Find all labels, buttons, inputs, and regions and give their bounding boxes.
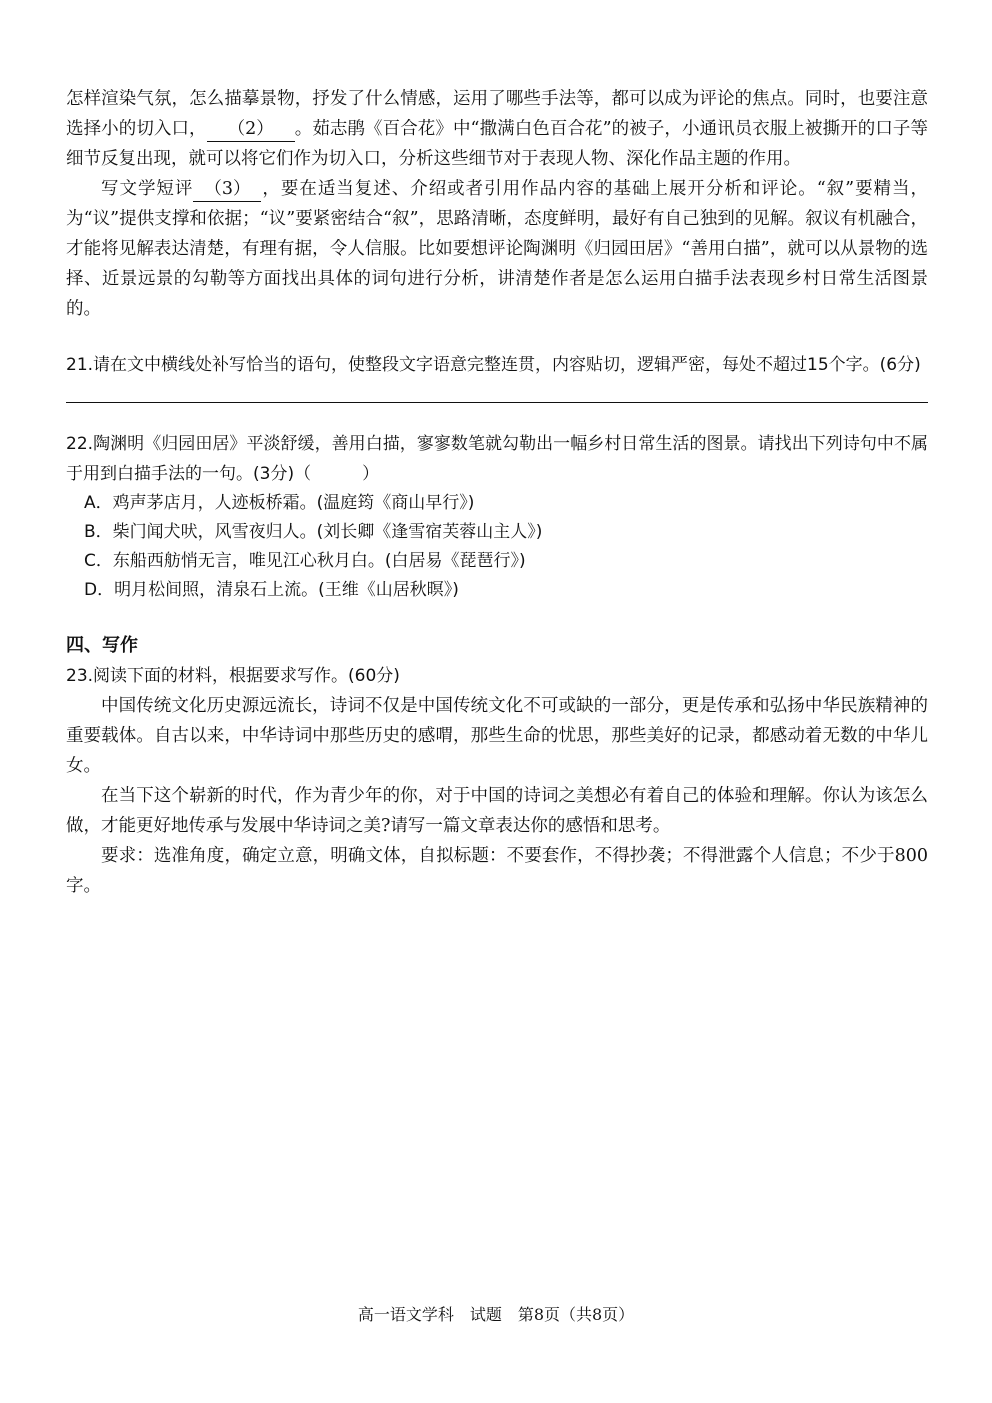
option-b: B．柴门闻犬吠，风雪夜归人。(刘长卿《逢雪宿芙蓉山主人》) xyxy=(84,522,543,542)
passage-text: 。茹志鹃《百合花》中“撒满白色百合花”的被子，小通讯员衣服上被撕开的口子等细节反复出现，就可以将它们作为切入口，分析这些细节对于表现人物、深化作品主题的作用。 xyxy=(66,119,929,169)
passage-paragraph-1 xyxy=(66,84,928,174)
passage-text: 怎样渲染气氛，怎么描摹景物，抒发了什么情感，运用了哪些手法等，都可以成为评论的焦点。同时，也要注意选择小的切入口， xyxy=(66,89,928,139)
option-a: A．鸡声茅店月，人迹板桥霜。(温庭筠《商山早行》) xyxy=(84,493,475,513)
option-d: D．明月松间照，清泉石上流。(王维《山居秋暝》) xyxy=(84,580,459,600)
material-paragraph-1: 中国传统文化历史源远流长，诗词不仅是中国传统文化不可或缺的一部分，更是传承和弘扬中华民族精神的重要载体。自古以来，中华诗词中那些历史的感喟，那些生命的忧思，那些美好的记录，都感动着无数的中华儿女。 xyxy=(66,696,928,776)
exam-page xyxy=(66,84,928,901)
passage-paragraph-2 xyxy=(66,174,928,324)
passage-text: 写文学短评 xyxy=(101,179,194,199)
passage-text: ，要在适当复述、介绍或者引用作品内容的基础上展开分析和评论。“叙”要精当，为“议”提供支撑和依据；“议”要紧密结合“叙”，思路清晰，态度鲜明，最好有自己独到的见解。叙议有机融合，才能将见解表达清楚，有理有据，令人信服。比如要想评论陶渊明《归园田居》“善用白描”，就可以从景物的选择、近景远景的勾勒等方面找出具体的词句进行分析，讲清楚作者是怎么运用白描手法表现乡村日常生活图景的。 xyxy=(66,179,929,319)
section-title: 四、写作 xyxy=(66,635,138,656)
blank-3: （3） xyxy=(193,177,261,202)
question-23: 23.阅读下面的材料，根据要求写作。(60分) xyxy=(66,666,400,686)
page-footer: 高一语文学科 试题 第8页（共8页） xyxy=(357,1305,635,1324)
blank-2: （2） xyxy=(207,117,295,142)
option-c: C．东船西舫悄无言，唯见江心秋月白。(白居易《琵琶行》) xyxy=(84,551,526,571)
material-paragraph-2: 在当下这个崭新的时代，作为青少年的你，对于中国的诗词之美想必有着自己的体验和理解。你认为该怎么做，才能更好地传承与发展中华诗词之美?请写一篇文章表达你的感悟和思考。 xyxy=(66,786,928,836)
question-21: 21.请在文中横线处补写恰当的语句，使整段文字语意完整连贯，内容贴切，逻辑严密，每处不超过15个字。(6分) xyxy=(66,355,921,375)
requirements-paragraph: 要求：选准角度，确定立意，明确文体，自拟标题：不要套作，不得抄袭；不得泄露个人信息；不少于800字。 xyxy=(66,846,928,896)
question-22: 22.陶渊明《归园田居》平淡舒缓，善用白描，寥寥数笔就勾勒出一幅乡村日常生活的图景。请找出下列诗句中不属于用到白描手法的一句。(3分)（ ） xyxy=(66,434,928,484)
